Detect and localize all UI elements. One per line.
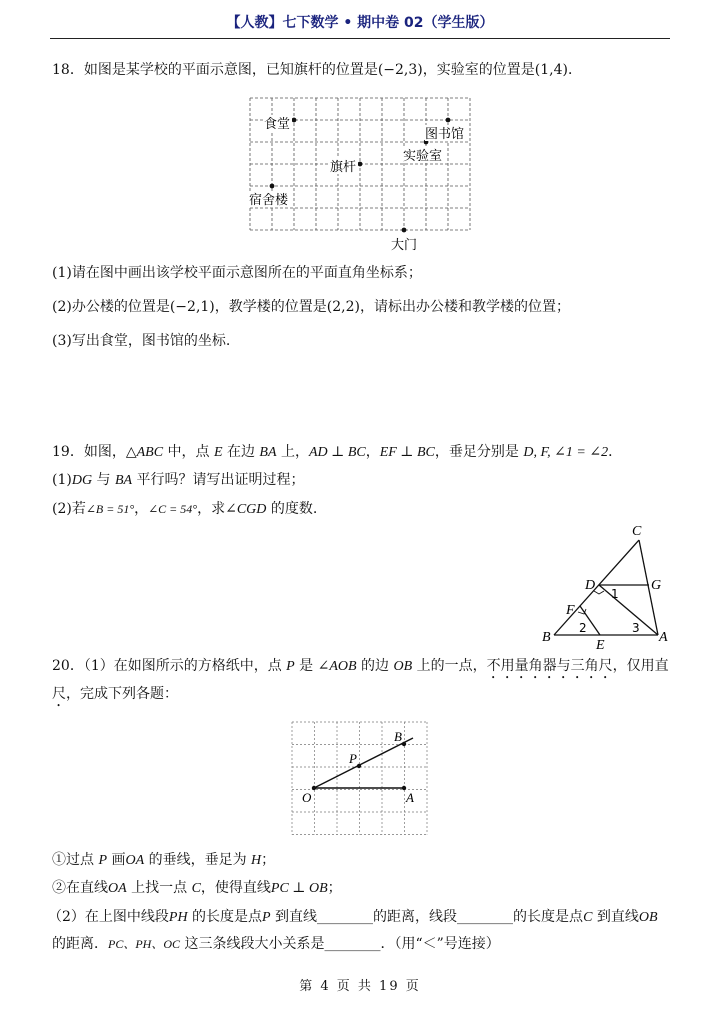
gate-point [402, 228, 407, 233]
q19-p1-a: (1) [52, 472, 72, 488]
label-b: B [394, 729, 402, 744]
header-rule [50, 38, 670, 39]
q19-p2-c: ，求 [197, 501, 226, 517]
flag-coord: (−2,3) [377, 62, 423, 78]
q20-l1-d: 上的一点， [412, 658, 487, 674]
q19-stem-b: 中，点 [163, 444, 214, 460]
library-point [446, 118, 451, 123]
label-o: O [302, 790, 312, 805]
angle-3-label: 3 [632, 621, 640, 635]
s1-d: ； [261, 852, 276, 868]
q18-p2-c: ，请标出办公楼和教学楼的位置； [359, 299, 570, 315]
label-g: G [651, 578, 662, 593]
lab-coord: (1,4) [534, 62, 568, 78]
p2-c: 到直线________的距离，线段________的长度是点 [270, 909, 584, 925]
canteen-point [292, 118, 297, 123]
grid-angle-figure [291, 720, 431, 835]
q19-p1-b: 与 [92, 472, 115, 488]
q20-angle-aob: ∠AOB [317, 659, 357, 674]
label-f: F [566, 603, 575, 618]
p3-a: 的距离． [52, 936, 108, 952]
flagpole-label: 旗杆 [330, 160, 357, 175]
p2-b: 的长度是点 [187, 909, 263, 925]
label-a: A [659, 630, 668, 645]
ray-ob [314, 738, 413, 788]
q20-part2-line2 [52, 934, 500, 954]
s1-p: P [98, 853, 108, 868]
q20-point-p: P [286, 659, 295, 674]
dorm-point [270, 184, 275, 189]
q20-l1-a: 20．（1）在如图所示的方格纸中，点 [52, 658, 287, 674]
s2-oa: OA [108, 881, 127, 896]
canteen-label: 食堂 [264, 117, 291, 132]
q20-l2-b: ，完成下列各题： [66, 686, 178, 702]
q19-cond2: EF ⊥ BC [379, 445, 435, 460]
q20-l1-b: 是 [294, 658, 318, 674]
s2-c: C [191, 881, 201, 896]
s2-b: 上找一点 [126, 880, 192, 896]
label-a: A [406, 790, 414, 805]
q20-side-ob: OB [393, 659, 413, 674]
q19-p2-b: ， [134, 501, 149, 517]
q19-angle-cgd: ∠CGD [225, 502, 267, 517]
angle-1-label: 1 [611, 587, 619, 601]
p2-d: 到直线 [592, 909, 639, 925]
q19-point-e: E [213, 445, 223, 460]
q19-dg: DG [71, 473, 93, 488]
page-footer: 第 4 页 共 19 页 [299, 979, 421, 994]
q19-stem-f: ． [608, 444, 623, 460]
s1-h: H [251, 853, 262, 868]
dorm-label: 宿舍楼 [249, 193, 289, 208]
p2-point-c: C [583, 910, 593, 925]
school-map-figure [244, 92, 474, 257]
s1-c: 的垂线，垂足为 [144, 852, 252, 868]
q18-stem-b: ，实验室的位置是 [422, 62, 535, 78]
square-grid [292, 722, 427, 835]
library-label: 图书馆 [425, 127, 465, 142]
q19-p2-a: (2)若 [52, 501, 86, 517]
q20-emphasis-2: 尺 [52, 686, 66, 702]
s1-oa: OA [125, 853, 145, 868]
q19-part1 [52, 470, 305, 491]
q19-stem-d: 上， [276, 444, 309, 460]
label-c: C [632, 524, 642, 539]
q19-angle-c: ∠C = 54° [148, 502, 198, 516]
q19-stem-c: 在边 [222, 444, 260, 460]
s2-a: ②在直线 [52, 880, 108, 896]
teach-coord: (2,2) [326, 299, 360, 315]
s2-cond: PC ⊥ OB [270, 881, 328, 896]
s2-c-text: ，使得直线 [200, 880, 271, 896]
triangle-figure [538, 520, 678, 650]
p2-a: （2）在上图中线段 [48, 909, 169, 925]
side-cb [554, 540, 639, 635]
q18-p2-a: (2)办公楼的位置是 [52, 299, 170, 315]
p2-ob: OB [638, 910, 658, 925]
q19-stem [52, 442, 622, 463]
q19-stem-a: 19．如图， [52, 444, 126, 460]
q19-stem-e: ，垂足分别是 [434, 444, 524, 460]
q20-emphasis: 不用量角器与三角尺 [486, 658, 613, 674]
label-p: P [349, 751, 357, 766]
page-header: 【人教】七下数学 • 期中卷 02（学生版） [226, 15, 494, 31]
p2-p: P [262, 910, 271, 925]
s1-a: ①过点 [52, 852, 99, 868]
q18-part2 [52, 297, 570, 317]
q19-cond1: AD ⊥ BC [308, 445, 366, 460]
q19-feet: D, F, ∠1 = ∠2 [523, 445, 609, 460]
q19-side-ba: BA [259, 445, 277, 460]
flagpole-point [358, 162, 363, 167]
q19-angle-b: ∠B = 51° [85, 502, 135, 516]
office-coord: (−2,1) [169, 299, 215, 315]
angle-2-label: 2 [579, 621, 587, 635]
q20-stem-line2 [52, 684, 178, 710]
q20-l1-c: 的边 [356, 658, 394, 674]
q20-step2 [52, 878, 342, 899]
q19-p2-d: 的度数. [266, 501, 318, 517]
gate-label: 大门 [391, 238, 418, 253]
q19-ba: BA [114, 473, 133, 488]
q19-triangle: △ABC [125, 445, 164, 460]
q18-stem [52, 60, 582, 80]
q20-step1 [52, 850, 275, 871]
label-e: E [596, 638, 605, 650]
label-d: D [585, 578, 596, 593]
s2-d: ； [327, 880, 342, 896]
q20-stem-line1 [52, 656, 669, 682]
s1-b: 画 [107, 852, 126, 868]
lab-label: 实验室 [403, 149, 443, 164]
q20-l1-e: ，仅用直 [612, 658, 669, 674]
q18-stem-a: 18．如图是某学校的平面示意图，已知旗杆的位置是 [52, 62, 378, 78]
q19-p1-c: 平行吗？请写出证明过程； [132, 472, 305, 488]
p3-b: 这三条线段大小关系是________．（用“＜”号连接） [180, 936, 500, 952]
q18-part1: (1)请在图中画出该学校平面示意图所在的平面直角坐标系； [52, 265, 422, 281]
q20-part2-line1 [48, 907, 658, 928]
q18-stem-c: ． [567, 62, 582, 78]
q19-sep: ， [365, 444, 380, 460]
p2-ph: PH [168, 910, 188, 925]
label-b: B [542, 630, 551, 645]
q18-part3: (3)写出食堂，图书馆的坐标. [52, 333, 231, 349]
p3-list: PC、PH、OC [108, 937, 181, 951]
q18-p2-b: ，教学楼的位置是 [214, 299, 327, 315]
q19-part2 [52, 499, 317, 520]
